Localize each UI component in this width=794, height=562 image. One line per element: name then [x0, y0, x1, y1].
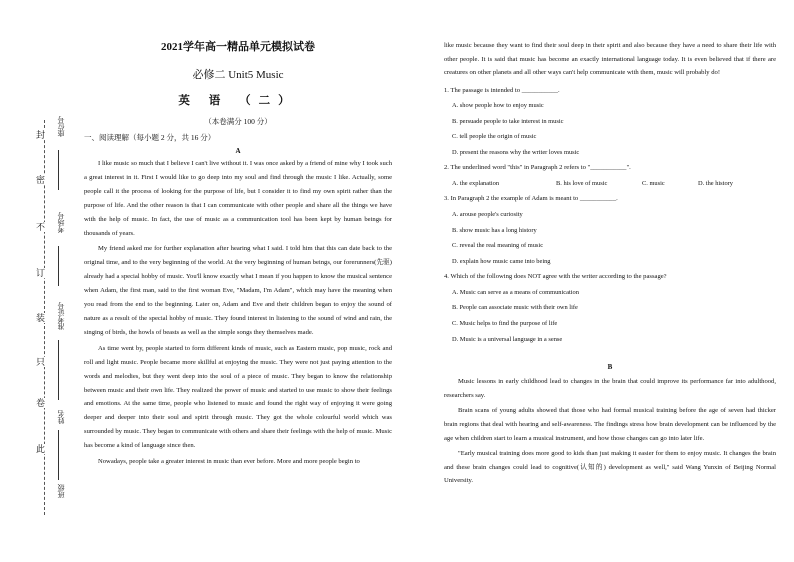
seal-char: 只 — [36, 357, 46, 367]
exam-room-line — [58, 246, 59, 286]
seal-char: 卷 — [36, 398, 46, 408]
name-label: 姓名 — [57, 410, 65, 424]
answer-option[interactable]: A. Music can serve as a means of communication — [452, 288, 579, 296]
passage-a-continuation: like music because they want to find their soul deep in their spirit and also because they have a need to share their life with other people. It is said that music has become an exactly international language today. It is even believed that if there are creatures on other planets and all other ways can't help communicate with them, music will probably do! — [444, 42, 776, 76]
answer-options-row — [444, 176, 776, 192]
seal-char: 不 — [36, 222, 46, 232]
passage-a-label: A — [235, 147, 241, 155]
exam-title: 2021学年高一精品单元模拟试卷 — [161, 41, 315, 53]
answer-option[interactable]: C. music — [642, 179, 665, 187]
question-stem: 2. The underlined word "this" in Paragraph 2 refers to "___________". — [444, 164, 631, 172]
seat-number-label: 座位号 — [57, 116, 65, 137]
answer-option[interactable]: B. persuade people to take interest in music — [452, 117, 564, 125]
passage-a-paragraph: My friend asked me for further explanation after hearing what I said. I told him that this can date back to the original time, and to the very beginning of the world. At the very beginning of human beings, our forerunners(先驱) already had a special hobby of music. You'll know exactly what I mean if you happen to know the musical sentence when Adam, the first man, said to the first woman Eve, "Madam, I'm Adam", which may have the meaning when you read from the end to the beginning. Later on, Adam and Eve and their children began to enjoy the sound of nature as a result of the special hobby of music. They found interest in listening to the sound of wind and rain, the singing of birds, the howls of beasts as well as the simple songs they themselves made. — [84, 245, 392, 336]
right-column — [444, 39, 776, 488]
answer-option[interactable]: C. tell people the origin of music — [452, 133, 537, 141]
answer-option[interactable]: B. show music has a long history — [452, 226, 537, 234]
answer-option[interactable]: D. the history — [698, 179, 733, 187]
score-note: （本卷满分 100 分） — [204, 117, 272, 126]
seal-char: 此 — [36, 444, 46, 454]
passage-b-label: B — [607, 363, 613, 372]
passage-a-paragraph: As time went by, people started to form different kinds of music, such as Eastern music, pop music, rock and roll and light music. People became more skillful at enjoying the music. They were not just paying attention to the words and melodies, but they went deep into the soul of a piece of music. They began to know the relationship between music and their own life. They realized the power of music and started to use music to show their feelings and emotions. At the same time, people who listened to music and found the right way of enjoying it were going deeper and deeper into their soul and spirit through music. They got the whole colourful world which was surrounded by music. They began to communicate with others and share their feelings with the help of music. Music has become a kind of language since then. — [84, 344, 392, 450]
seal-char: 订 — [36, 268, 46, 278]
question-stem: 3. In Paragraph 2 the example of Adam is meant to ___________. — [444, 195, 618, 203]
seal-char: 封 — [36, 130, 46, 140]
exam-subtitle: 必修二 Unit5 Music — [192, 69, 284, 81]
exam-room-label: 考场号 — [57, 212, 65, 233]
answer-option[interactable]: A. arouse people's curiosity — [452, 210, 523, 218]
seal-char: 密 — [36, 175, 46, 185]
section-heading: 一、阅读理解（每小题 2 分，共 16 分） — [84, 133, 216, 142]
answer-option[interactable]: C. reveal the real meaning of music — [452, 242, 544, 250]
left-column — [84, 38, 392, 469]
passage-b-paragraph: "Early musical training does more good to kids than just making it easier for them to enjoy music. It changes the brain and these brain changes could lead to cognitive(认知的) development as well," said Wang Yunxin of Beijing Normal University. — [444, 450, 776, 485]
ticket-number-label: 准考证号 — [57, 302, 65, 330]
answer-option[interactable]: B. People can associate music with their own life — [452, 304, 578, 312]
answer-option[interactable]: D. Music is a universal language in a sense — [452, 335, 563, 343]
answer-option[interactable]: C. Music helps to find the purpose of life — [452, 320, 558, 328]
answer-option[interactable]: D. explain how music came into being — [452, 257, 551, 265]
seal-char: 装 — [36, 313, 46, 323]
passage-a-paragraph: I like music so much that I believe I can't live without it. I was once asked by a friend of mine why I took such a great interest in it. First I would like to go deep into my soul and find through the music I like. Actually, some people call it the process of looking for the purpose of life, but I consider it to find my own spirit rather than the purpose of life. And the other reason is that I can communicate with other people and share all the things we have with the help of music. In fact, the use of music as a communication tool has been kept by human beings for thousands of years. — [84, 160, 392, 237]
passage-b-paragraph: Brain scans of young adults showed that those who had formal musical training before the age of seven had thicker brain regions that deal with hearing and self-awareness. The findings stress how brain development can be influenced by the age when children start to learn a musical instrument, and how those changes can go into later life. — [444, 407, 776, 442]
question-stem: 1. The passage is intended to ___________. — [444, 86, 560, 94]
name-line — [58, 430, 59, 480]
class-label: 班级 — [57, 484, 65, 498]
seat-number-line — [58, 150, 59, 190]
question-stem: 4. Which of the following does NOT agree with the writer according to the passage? — [444, 273, 667, 281]
answer-option[interactable]: A. show people how to enjoy music — [452, 102, 544, 109]
subject-title: 英 语 （二） — [178, 95, 298, 107]
answer-option[interactable]: A. the explanation — [452, 179, 500, 187]
answer-option[interactable]: D. present the reasons why the writer loves music — [452, 148, 580, 156]
passage-a-paragraph: Nowadays, people take a greater interest in music than ever before. More and more people begin to — [98, 458, 360, 466]
ticket-number-line — [58, 340, 59, 400]
answer-option[interactable]: B. his love of music — [556, 179, 608, 187]
passage-b-paragraph: Music lessons in early childhood lead to changes in the brain that could improve its performance far into adulthood, researchers say. — [444, 378, 776, 399]
